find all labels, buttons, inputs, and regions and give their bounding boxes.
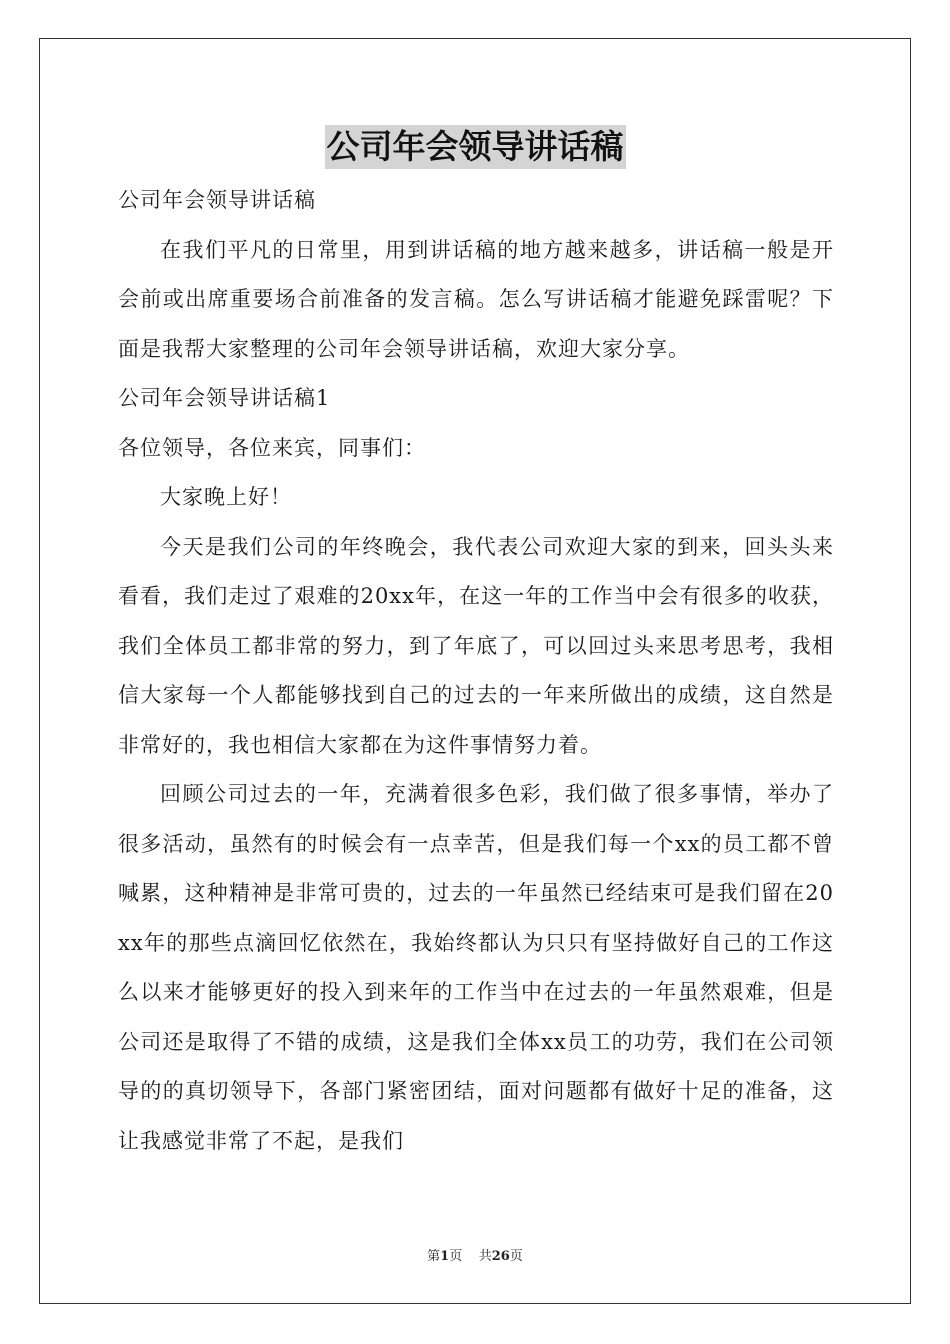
paragraph: 公司年会领导讲话稿	[118, 188, 316, 212]
footer-prefix: 第	[427, 1249, 441, 1264]
footer-page-label: 页	[449, 1249, 463, 1264]
paragraph: 大家晚上好！	[160, 485, 292, 509]
paragraph: 在我们平凡的日常里，用到讲话稿的地方越来越多，讲话稿一般是开会前或出席重要场合前准备的发言稿。怎么写讲话稿才能避免踩雷呢？下面是我帮大家整理的公司年会领导讲话稿，欢迎大家分享。	[118, 237, 834, 361]
document-body	[118, 176, 834, 1166]
page-footer	[0, 1245, 950, 1264]
footer-total-label: 页	[509, 1249, 523, 1264]
footer-total-prefix: 共	[478, 1249, 492, 1264]
paragraph: 各位领导，各位来宾，同事们：	[118, 435, 426, 460]
footer-total-pages: 26	[491, 1249, 510, 1264]
paragraph: 今天是我们公司的年终晚会，我代表公司欢迎大家的到来，回头头来看看，我们走过了艰难的20xx年，在这一年的工作当中会有很多的收获，我们全体员工都非常的努力，到了年底了，可以回过头来思考思考，我相信大家每一个人都能够找到自己的过去的一年来所做出的成绩，这自然是非常好的，我也相信大家都在为这件事情努力着。	[118, 534, 834, 757]
footer-current-page: 1	[440, 1249, 450, 1264]
paragraph: 公司年会领导讲话稿1	[118, 386, 331, 410]
document-title: 公司年会领导讲话稿	[325, 125, 626, 169]
title-wrap	[0, 125, 950, 169]
paragraph: 回顾公司过去的一年，充满着很多色彩，我们做了很多事情，举办了很多活动，虽然有的时候会有一点幸苦，但是我们每一个xx的员工都不曾喊累，这种精神是非常可贵的，过去的一年虽然已经结束可是我们留在20xx年的那些点滴回忆依然在，我始终都认为只只有坚持做好自己的工作这么以来才能够更好的投入到来年的工作当中在过去的一年虽然艰难，但是公司还是取得了不错的成绩，这是我们全体xx员工的功劳，我们在公司领导的的真切领导下，各部门紧密团结，面对问题都有做好十足的准备，这让我感觉非常了不起，是我们	[118, 782, 834, 1153]
